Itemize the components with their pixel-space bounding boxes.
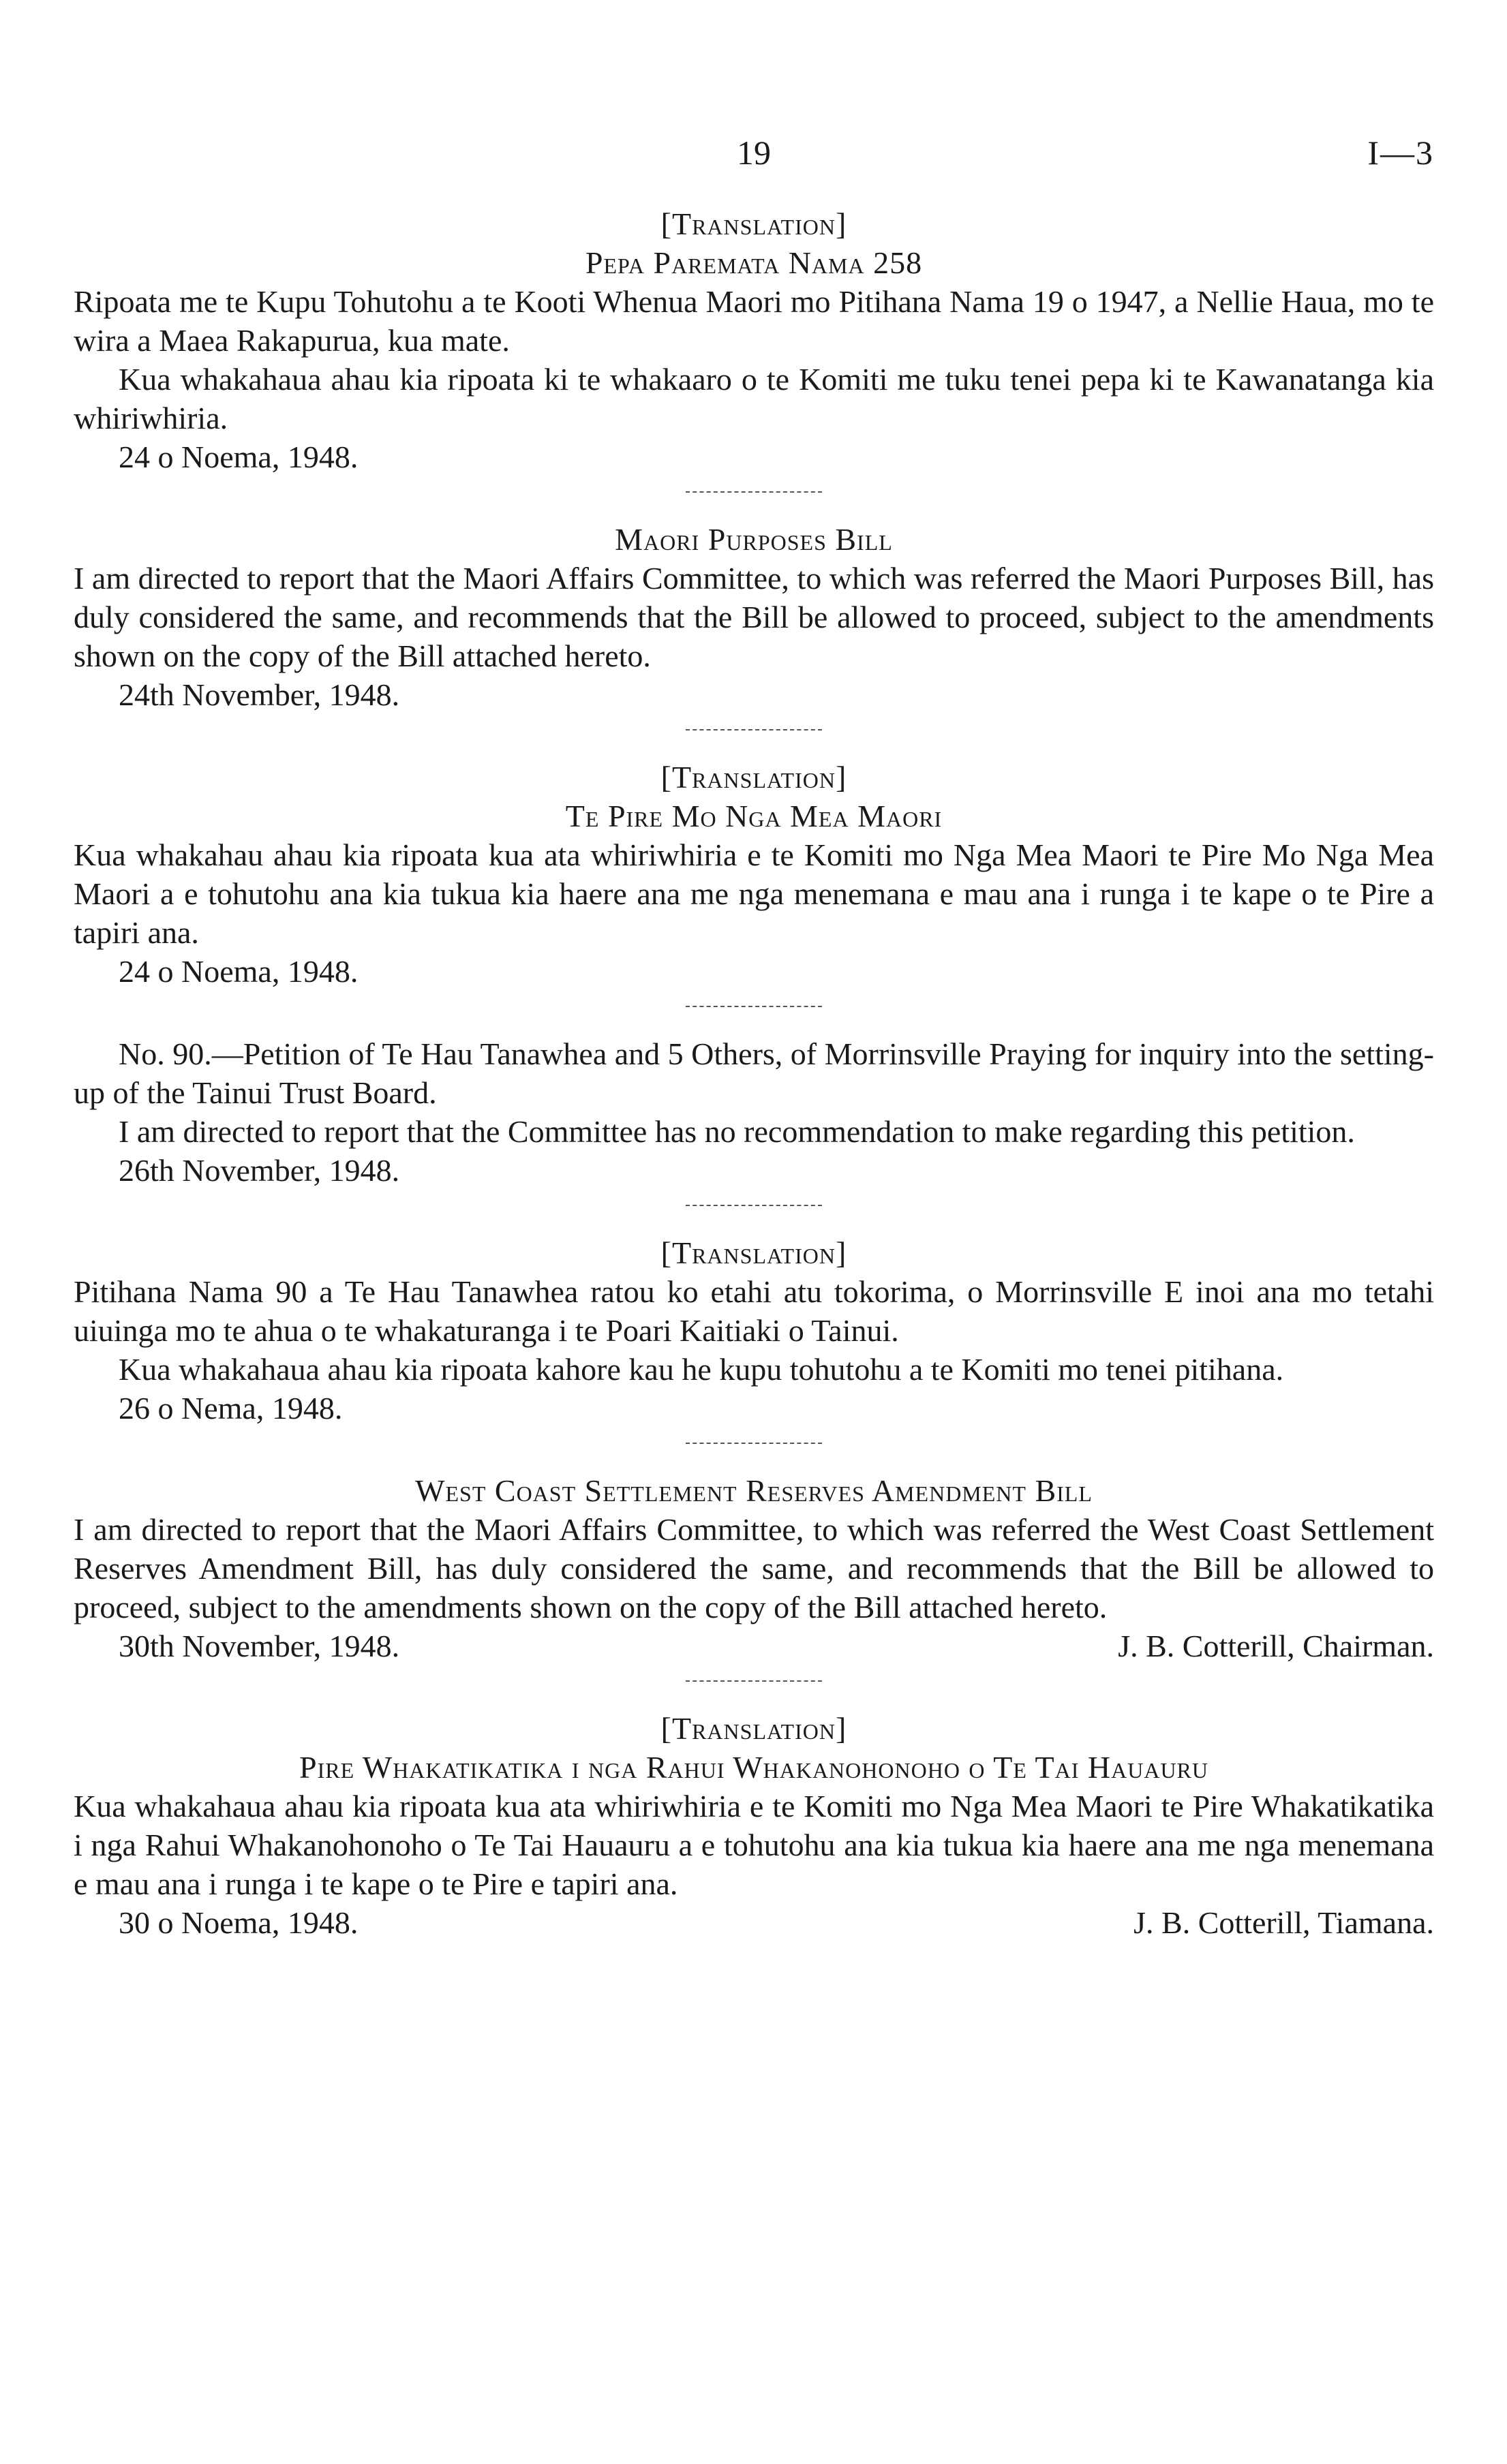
- section-divider: [686, 1443, 822, 1444]
- date-line: 26th November, 1948.: [119, 1153, 400, 1188]
- section-title: Pire Whakatikatika i nga Rahui Whakanohonoho o Te Tai Hauauru: [299, 1750, 1209, 1785]
- paragraph: Ripoata me te Kupu Tohutohu a te Kooti Whenua Maori mo Pitihana Nama 19 o 1947, a Nellie Haua, mo te wira a Maea Rakapurua, kua mate.: [74, 284, 1434, 358]
- paragraph: I am directed to report that the Committee has no recommendation to make regarding this petition.: [119, 1114, 1355, 1149]
- section-divider: [686, 491, 822, 493]
- translation-label: [Translation]: [660, 1235, 847, 1270]
- paragraph: Kua whakahaua ahau kia ripoata ki te whakaaro o te Komiti me tuku tenei pepa ki te Kawanatanga kia whiriwhiria.: [74, 362, 1434, 435]
- date-line: 24 o Noema, 1948.: [119, 954, 359, 989]
- section-divider: [686, 1680, 822, 1682]
- document-body: [74, 204, 1434, 1942]
- date-line: 24 o Noema, 1948.: [119, 440, 359, 474]
- paragraph: Kua whakahaua ahau kia ripoata kahore kau he kupu tohutohu a te Komiti mo tenei pitihana.: [119, 1352, 1284, 1387]
- section-title: Pepa Paremata Nama 258: [585, 245, 923, 280]
- paragraph: I am directed to report that the Maori Affairs Committee, to which was referred the West Coast Settlement Reserves Amendment Bill, has duly considered the same, and recommends that the Bill be allowed to proceed, subject to the amendments shown on the copy of the Bill attached hereto.: [74, 1512, 1434, 1624]
- section-divider: [686, 1006, 822, 1007]
- document-reference: I—3: [1367, 134, 1434, 172]
- section-divider: [686, 1205, 822, 1206]
- petition-heading: Pitihana Nama 90 a Te Hau Tanawhea ratou ko etahi atu tokorima, o Morrinsville E inoi ana mo tetahi uiuinga mo te ahua o te whakaturanga i te Poari Kaitiaki o Tainui.: [74, 1274, 1434, 1348]
- paragraph: I am directed to report that the Maori Affairs Committee, to which was referred the Maori Purposes Bill, has duly considered the same, and recommends that the Bill be allowed to proceed, subject to the amendments shown on the copy of the Bill attached hereto.: [74, 561, 1434, 673]
- section-title: West Coast Settlement Reserves Amendment Bill: [415, 1473, 1093, 1508]
- page-header: [74, 133, 1434, 181]
- section-title: Maori Purposes Bill: [615, 522, 893, 557]
- signature: J. B. Cotterill, Chairman.: [1118, 1629, 1434, 1663]
- date-signature-row: [74, 1627, 1434, 1665]
- section-parliamentary-paper-258: [74, 204, 1434, 476]
- section-pire-whakatikatika: [74, 1709, 1434, 1942]
- date-line: 26 o Nema, 1948.: [119, 1391, 343, 1426]
- petition-heading: No. 90.—Petition of Te Hau Tanawhea and 5 Others, of Morrinsville Praying for inquiry into the setting-up of the Tainui Trust Board.: [74, 1036, 1434, 1110]
- section-maori-purposes-bill: [74, 520, 1434, 714]
- date-signature-row: [74, 1903, 1434, 1942]
- date-line: 30th November, 1948.: [119, 1629, 400, 1663]
- section-petition-90: [74, 1034, 1434, 1190]
- page-number: 19: [737, 134, 771, 172]
- section-title: Te Pire Mo Nga Mea Maori: [565, 799, 943, 833]
- section-west-coast-bill: [74, 1471, 1434, 1665]
- translation-label: [Translation]: [660, 206, 847, 241]
- section-divider: [686, 729, 822, 730]
- translation-label: [Translation]: [660, 1711, 847, 1746]
- translation-label: [Translation]: [660, 760, 847, 795]
- signature: J. B. Cotterill, Tiamana.: [1133, 1905, 1434, 1940]
- section-te-pire-mo-nga-mea-maori: [74, 758, 1434, 991]
- section-pitihana-90: [74, 1233, 1434, 1428]
- paragraph: Kua whakahaua ahau kia ripoata kua ata whiriwhiria e te Komiti mo Nga Mea Maori te Pire Whakatikatika i nga Rahui Whakanohonoho o Te Tai Hauauru a e tohutohu ana kia tukua kia haere ana me nga menemana e mau ana i runga i te kape o te Pire e tapiri ana.: [74, 1789, 1434, 1901]
- date-line: 30 o Noema, 1948.: [119, 1905, 359, 1940]
- paragraph: Kua whakahau ahau kia ripoata kua ata whiriwhiria e te Komiti mo Nga Mea Maori te Pire Mo Nga Mea Maori a e tohutohu ana kia tukua kia haere ana me nga menemana e mau ana i runga i te kape o te Pire a tapiri ana.: [74, 837, 1434, 950]
- date-line: 24th November, 1948.: [119, 677, 400, 712]
